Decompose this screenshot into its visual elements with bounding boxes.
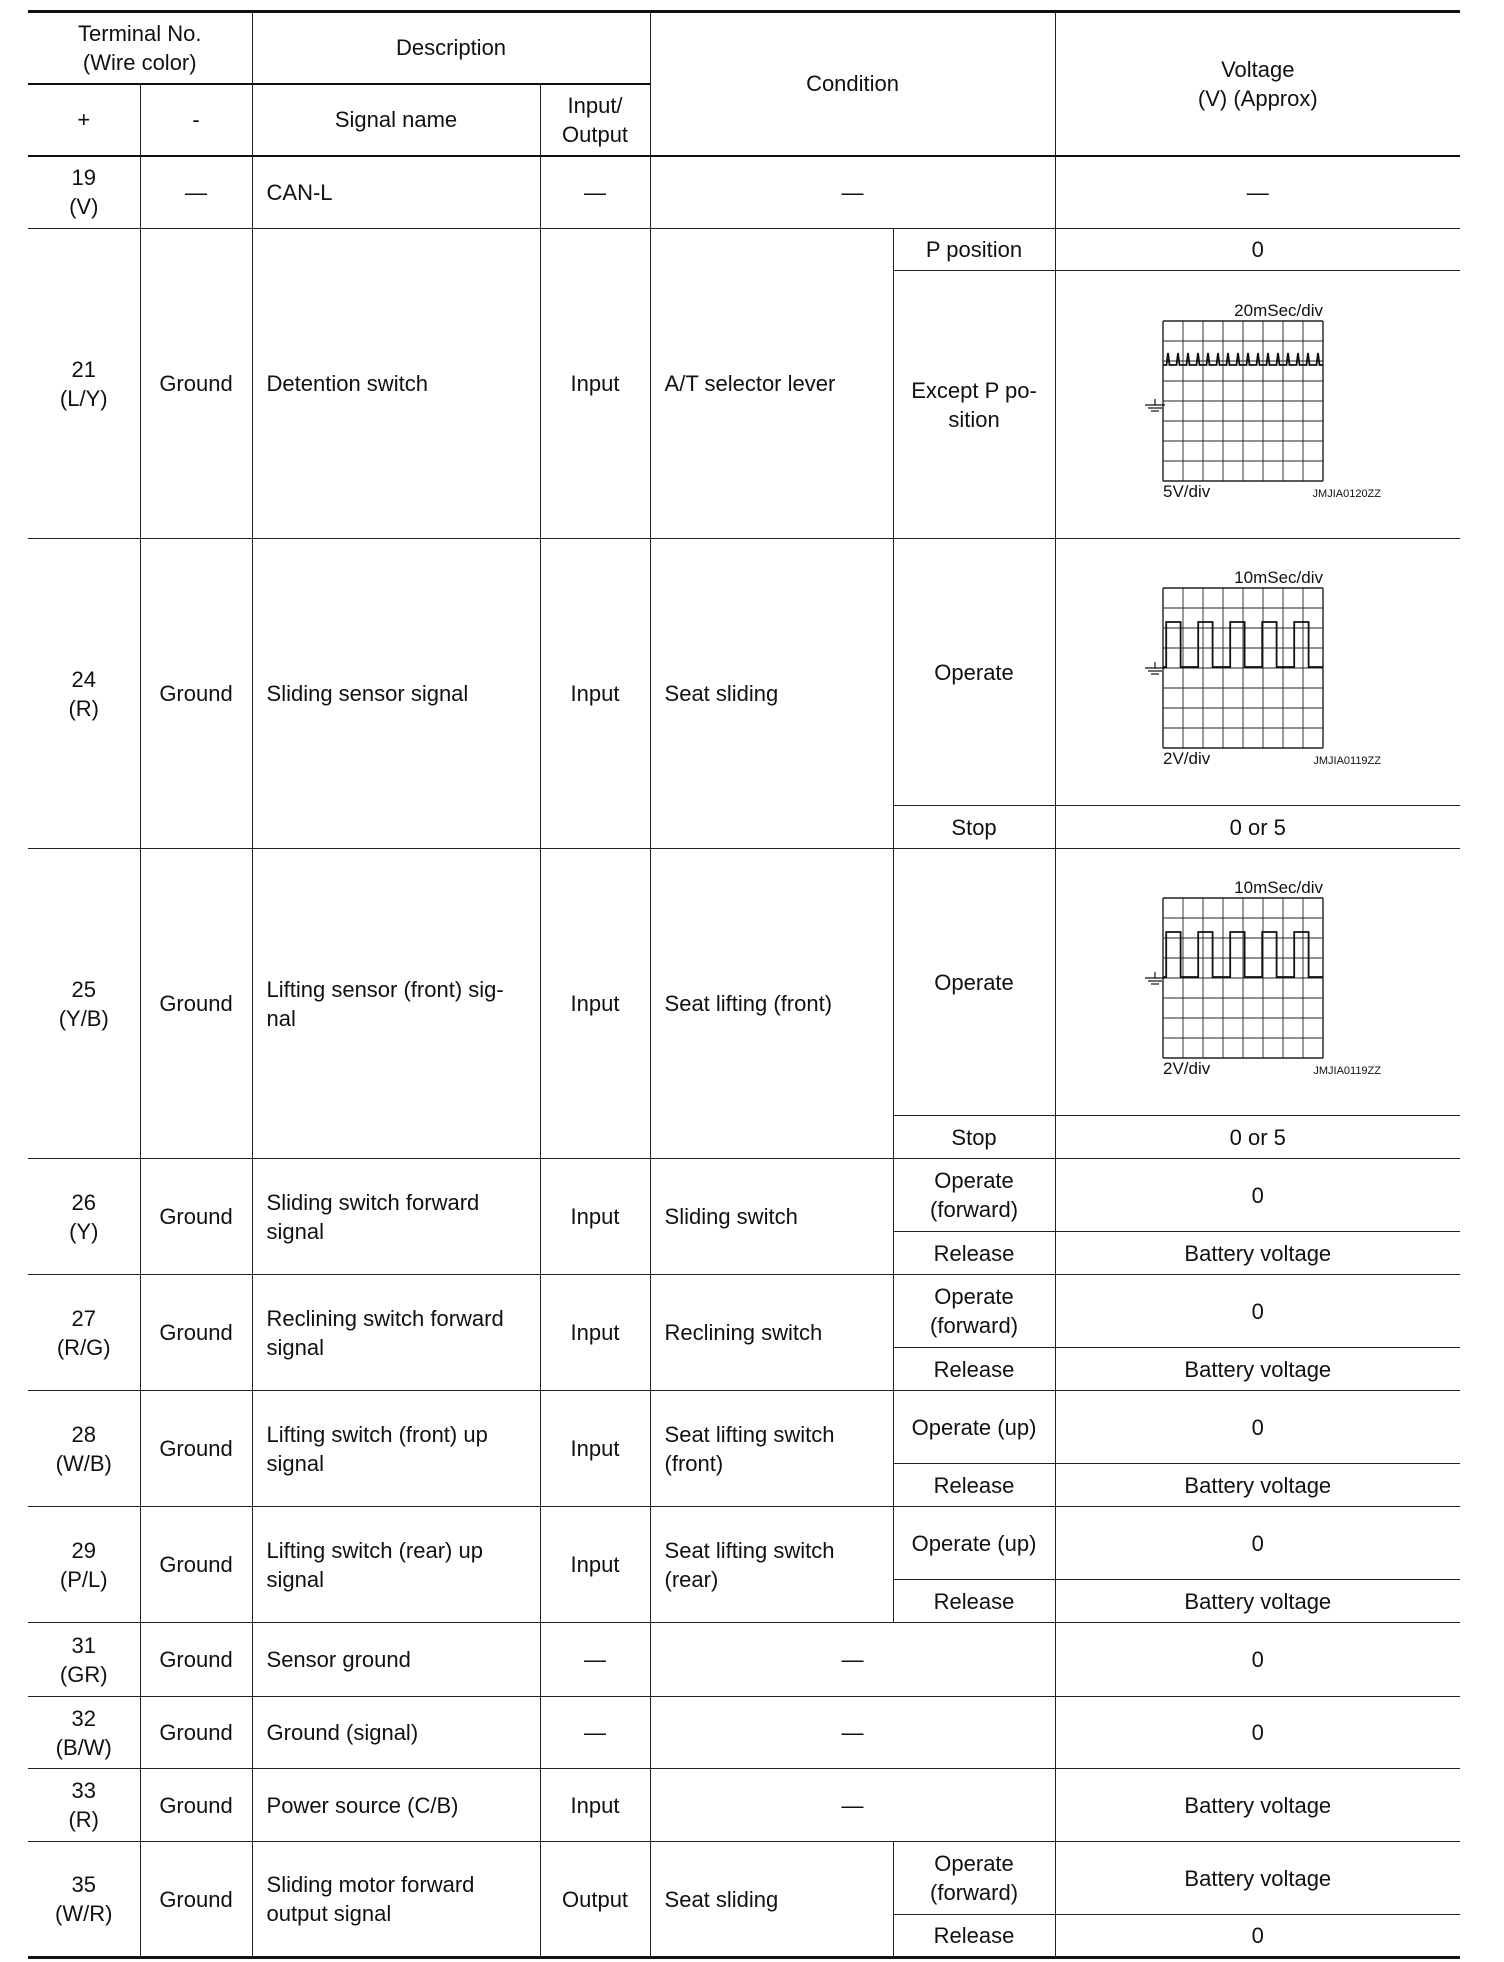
minus-cell: Ground	[140, 1275, 252, 1391]
oscilloscope-waveform	[1133, 566, 1383, 771]
terminal-number: 21	[71, 356, 96, 382]
terminal-number: 27	[71, 1305, 96, 1331]
condition-cell: Seat lifting switch (rear)	[650, 1507, 893, 1623]
header-minus: -	[140, 84, 252, 156]
table-row	[28, 1275, 1460, 1348]
table-row	[28, 156, 1460, 229]
wire-color: (B/W)	[55, 1734, 112, 1760]
voltage-cell: 0 or 5	[1055, 806, 1460, 849]
sub-condition-cell: Release	[893, 1232, 1055, 1275]
voltage-cell: 0	[1055, 1697, 1460, 1769]
io-cell: Input	[540, 229, 650, 539]
wire-color: (R)	[68, 695, 100, 721]
signal-name-cell: Detention switch	[252, 229, 540, 539]
voltage-cell: 0	[1055, 1159, 1460, 1232]
table-row	[28, 1507, 1460, 1580]
terminal-number: 25	[71, 976, 96, 1002]
table-row	[28, 539, 1460, 806]
sub-condition-cell: P position	[893, 229, 1055, 271]
sub-condition-cell: Except P po- sition	[893, 271, 1055, 539]
ground-symbol	[1145, 399, 1165, 411]
terminal-number: 32	[71, 1705, 96, 1731]
io-cell: Input	[540, 539, 650, 849]
wire-color: (L/Y)	[59, 385, 108, 411]
sub-condition-cell: Release	[893, 1915, 1055, 1958]
time-scale-label: 20mSec/div	[1233, 300, 1323, 320]
voltage-cell: 0	[1055, 1915, 1460, 1958]
io-cell: —	[540, 156, 650, 229]
condition-cell: —	[650, 156, 1055, 229]
terminal-number: 31	[71, 1632, 96, 1658]
minus-cell: Ground	[140, 1391, 252, 1507]
sub-condition-cell: Operate (forward)	[893, 1842, 1055, 1915]
io-cell: —	[540, 1697, 650, 1769]
condition-cell: A/T selector lever	[650, 229, 893, 539]
figure-ref-label: JMJIA0120ZZ	[1312, 487, 1381, 500]
sub-condition-cell: Operate (forward)	[893, 1159, 1055, 1232]
table-row	[28, 1697, 1460, 1769]
minus-cell: Ground	[140, 1159, 252, 1275]
minus-cell: Ground	[140, 1842, 252, 1958]
minus-cell: Ground	[140, 229, 252, 539]
wire-color: (R/G)	[56, 1334, 111, 1360]
voltage-cell: 0	[1055, 1391, 1460, 1464]
ground-symbol	[1145, 662, 1165, 674]
signal-name-cell: Lifting switch (rear) up signal	[252, 1507, 540, 1623]
voltage-cell	[1055, 271, 1460, 539]
voltage-cell: Battery voltage	[1055, 1769, 1460, 1842]
voltage-cell: 0	[1055, 1275, 1460, 1348]
wire-color: (V)	[69, 194, 99, 220]
signal-name-cell: Power source (C/B)	[252, 1769, 540, 1842]
signal-name-cell: Lifting sensor (front) sig- nal	[252, 849, 540, 1159]
signal-name-cell: Reclining switch forward signal	[252, 1275, 540, 1391]
condition-cell: Seat lifting switch (front)	[650, 1391, 893, 1507]
condition-cell: Sliding switch	[650, 1159, 893, 1275]
voltage-cell: —	[1055, 156, 1460, 229]
voltage-cell: Battery voltage	[1055, 1580, 1460, 1623]
minus-cell: —	[140, 156, 252, 229]
terminal-number: 26	[71, 1189, 96, 1215]
sub-condition-cell: Release	[893, 1580, 1055, 1623]
sub-condition-cell: Operate (up)	[893, 1507, 1055, 1580]
sub-condition-cell: Operate (up)	[893, 1391, 1055, 1464]
volt-scale-label: 5V/div	[1162, 481, 1211, 501]
sub-condition-cell: Stop	[893, 1116, 1055, 1159]
table-body	[28, 156, 1460, 1958]
ground-symbol	[1145, 972, 1165, 984]
header-voltage: Voltage (V) (Approx)	[1055, 12, 1460, 156]
signal-name-cell: Sensor ground	[252, 1623, 540, 1697]
io-cell: Input	[540, 1391, 650, 1507]
terminal-number: 28	[71, 1421, 96, 1447]
figure-ref-label: JMJIA0119ZZ	[1313, 1065, 1381, 1077]
sub-condition-cell: Operate (forward)	[893, 1275, 1055, 1348]
voltage-cell: Battery voltage	[1055, 1842, 1460, 1915]
voltage-cell: Battery voltage	[1055, 1464, 1460, 1507]
header-signal-name: Signal name	[252, 84, 540, 156]
wire-color: (W/B)	[55, 1450, 112, 1476]
voltage-cell: 0 or 5	[1055, 1116, 1460, 1159]
signal-name-cell: Sliding switch forward signal	[252, 1159, 540, 1275]
terminal-cell	[28, 1623, 140, 1697]
voltage-cell: Battery voltage	[1055, 1232, 1460, 1275]
terminal-number: 29	[71, 1537, 96, 1563]
io-cell: Input	[540, 1507, 650, 1623]
table-row	[28, 1769, 1460, 1842]
voltage-cell: Battery voltage	[1055, 1348, 1460, 1391]
condition-cell: —	[650, 1623, 1055, 1697]
header-terminal: Terminal No. (Wire color)	[28, 12, 252, 84]
io-cell: Input	[540, 1275, 650, 1391]
wire-color: (Y/B)	[58, 1005, 109, 1031]
terminal-number: 24	[71, 666, 96, 692]
signal-name-cell: Sliding motor forward output signal	[252, 1842, 540, 1958]
signal-name-cell: Lifting switch (front) up signal	[252, 1391, 540, 1507]
condition-cell: Seat sliding	[650, 539, 893, 849]
terminal-table	[28, 10, 1460, 1959]
wire-color: (W/R)	[55, 1901, 113, 1926]
signal-name-cell: Sliding sensor signal	[252, 539, 540, 849]
terminal-number: 19	[71, 165, 96, 191]
condition-cell: Reclining switch	[650, 1275, 893, 1391]
table-row	[28, 1391, 1460, 1464]
minus-cell: Ground	[140, 1507, 252, 1623]
table-row	[28, 1623, 1460, 1697]
minus-cell: Ground	[140, 1769, 252, 1842]
terminal-cell	[28, 229, 140, 539]
time-scale-label: 10mSec/div	[1233, 878, 1323, 897]
condition-cell: Seat lifting (front)	[650, 849, 893, 1159]
sub-condition-cell: Operate	[893, 849, 1055, 1116]
terminal-cell	[28, 1507, 140, 1623]
terminal-cell	[28, 1842, 140, 1958]
io-cell: —	[540, 1623, 650, 1697]
oscilloscope-waveform	[1133, 876, 1383, 1081]
signal-name-cell: Ground (signal)	[252, 1697, 540, 1769]
header-io: Input/ Output	[540, 84, 650, 156]
sub-condition-cell: Release	[893, 1464, 1055, 1507]
header-condition: Condition	[650, 12, 1055, 156]
terminal-cell	[28, 1391, 140, 1507]
wire-color: (Y)	[69, 1218, 99, 1244]
wire-color: (GR)	[59, 1661, 108, 1687]
io-cell: Input	[540, 1769, 650, 1842]
condition-cell: —	[650, 1697, 1055, 1769]
signal-name-cell: CAN-L	[252, 156, 540, 229]
terminal-cell	[28, 1275, 140, 1391]
io-cell: Output	[540, 1842, 650, 1958]
terminal-cell	[28, 1159, 140, 1275]
minus-cell: Ground	[140, 1623, 252, 1697]
terminal-cell	[28, 1769, 140, 1842]
io-cell: Input	[540, 1159, 650, 1275]
minus-cell: Ground	[140, 1697, 252, 1769]
volt-scale-label: 2V/div	[1162, 1059, 1211, 1078]
terminal-cell	[28, 539, 140, 849]
terminal-number: 33	[71, 1778, 96, 1803]
voltage-cell: 0	[1055, 229, 1460, 271]
header-plus: +	[28, 84, 140, 156]
terminal-number: 35	[71, 1872, 96, 1897]
minus-cell: Ground	[140, 849, 252, 1159]
voltage-cell	[1055, 849, 1460, 1116]
table-row	[28, 1842, 1460, 1915]
terminal-cell	[28, 1697, 140, 1769]
terminal-cell	[28, 849, 140, 1159]
wire-color: (R)	[68, 1807, 100, 1832]
terminal-cell	[28, 156, 140, 229]
condition-cell: —	[650, 1769, 1055, 1842]
header-description: Description	[252, 12, 650, 84]
voltage-cell: 0	[1055, 1507, 1460, 1580]
wire-color: (P/L)	[59, 1566, 108, 1592]
sub-condition-cell: Operate	[893, 539, 1055, 806]
table-row	[28, 1159, 1460, 1232]
volt-scale-label: 2V/div	[1162, 749, 1211, 768]
io-cell: Input	[540, 849, 650, 1159]
sub-condition-cell: Stop	[893, 806, 1055, 849]
voltage-cell	[1055, 539, 1460, 806]
condition-cell: Seat sliding	[650, 1842, 893, 1958]
oscilloscope-waveform	[1133, 299, 1383, 504]
table-row	[28, 229, 1460, 271]
table-row	[28, 849, 1460, 1116]
figure-ref-label: JMJIA0119ZZ	[1313, 755, 1381, 767]
sub-condition-cell: Release	[893, 1348, 1055, 1391]
minus-cell: Ground	[140, 539, 252, 849]
voltage-cell: 0	[1055, 1623, 1460, 1697]
time-scale-label: 10mSec/div	[1233, 568, 1323, 587]
